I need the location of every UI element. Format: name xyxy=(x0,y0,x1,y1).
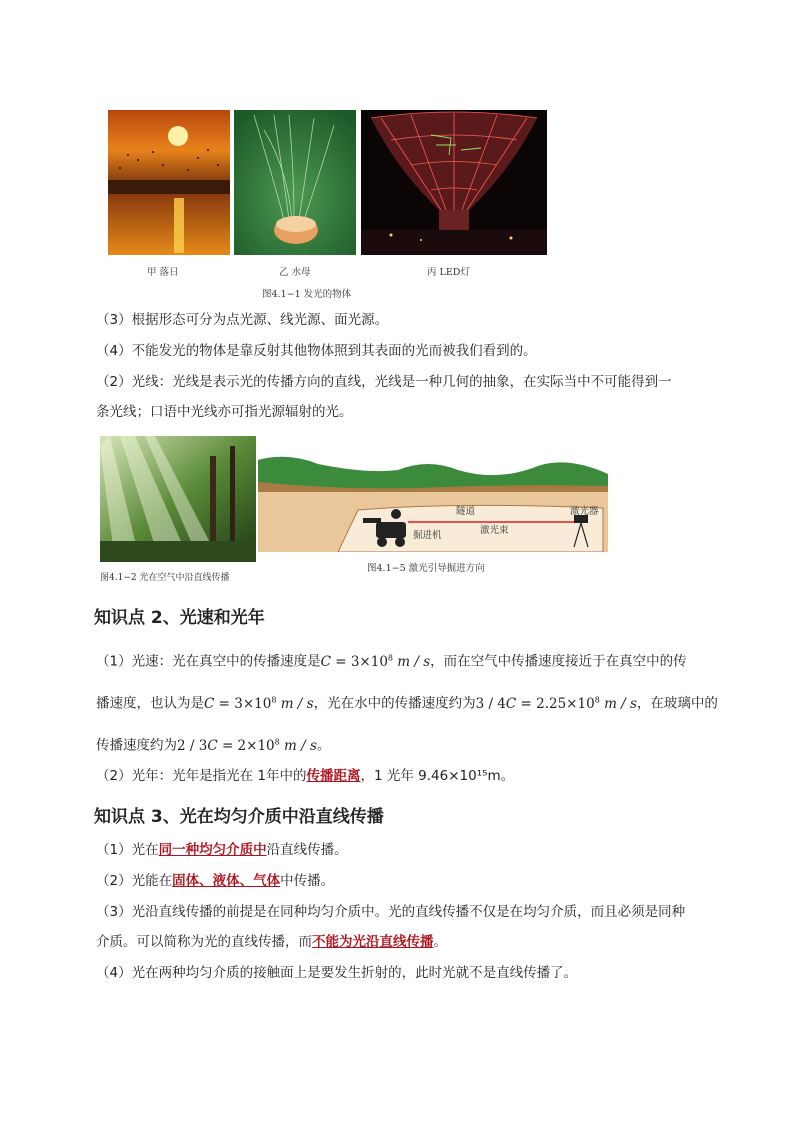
medium-1-highlight: 同一种均匀介质中 xyxy=(158,842,267,858)
speed-text-g: 。 xyxy=(316,737,331,754)
section-title-straight-line: 知识点 3、光在均匀介质中沿直线传播 xyxy=(94,807,384,827)
speed-text-c: 播速度，也认为是 xyxy=(96,695,204,712)
paragraph-medium-1 xyxy=(96,840,348,860)
speed-text-a: （1）光速：光在真空中的传播速度是 xyxy=(96,653,321,670)
paragraph-speed-3 xyxy=(96,732,330,756)
speed-text-f: 传播速度约为 xyxy=(96,737,177,754)
laser-beam-label: 激光束 xyxy=(480,525,509,536)
speed-text-b: ，而在空气中传播速度接近于在真空中的传 xyxy=(430,653,687,670)
medium-1-text-a: （1）光在 xyxy=(96,842,159,858)
medium-1-text-b: 沿直线传播。 xyxy=(266,842,348,858)
figure-label-jellyfish: 乙 水母 xyxy=(279,267,311,278)
laser-device-label: 激光器 xyxy=(570,506,599,517)
tunnel-label: 隧道 xyxy=(456,506,476,517)
figure2-caption-left: 图4.1−2 光在空气中沿直线传播 xyxy=(100,573,230,583)
section-title-speed-of-light: 知识点 2、光速和光年 xyxy=(94,608,265,628)
led-light-image xyxy=(361,110,547,255)
medium-2-text-a: （2）光能在 xyxy=(96,873,173,889)
light-year-text-b: ，1 光年 9.46×10¹⁵m。 xyxy=(360,768,515,784)
figure-label-led: 丙 LED灯 xyxy=(427,267,470,278)
equation-c-vacuum: $C = 3\times 10^8$ m / s xyxy=(320,653,431,670)
paragraph-medium-2 xyxy=(96,871,334,891)
paragraph-medium-3-line1: （3）光沿直线传播的前提是在同种均匀介质中。光的直线传播不仅是在均匀介质，而且必须是同种 xyxy=(96,904,686,920)
equation-c-air: $C = 3\times 10^8$ m / s xyxy=(204,695,314,712)
paragraph-reflection: （4）不能发光的物体是靠反射其他物体照到其表面的光而被我们看到的。 xyxy=(96,343,537,359)
paragraph-light-ray-2: 条光线；口语中光线亦可指光源辐射的光。 xyxy=(96,404,353,420)
jellyfish-image xyxy=(234,110,356,255)
equation-glass: $2 / 3C = 2\times 10^8$ m / s xyxy=(177,737,317,754)
paragraph-light-ray-1: （2）光线：光线是表示光的传播方向的直线，光线是一种几何的抽象，在实际当中不可能得到一 xyxy=(96,374,672,390)
paragraph-speed-2 xyxy=(96,690,718,714)
paragraph-medium-3-line2 xyxy=(96,932,447,952)
speed-text-d: ，光在水中的传播速度约为 xyxy=(313,695,476,712)
tunneling-machine-label: 掘进机 xyxy=(413,530,442,541)
paragraph-light-year xyxy=(96,766,514,786)
paragraph-speed-1 xyxy=(96,648,687,672)
medium-3-text-a: 介质。可以简称为光的直线传播，而 xyxy=(96,934,312,950)
paragraph-medium-4: （4）光在两种均匀介质的接触面上是要发生折射的，此时光就不是直线传播了。 xyxy=(96,965,578,981)
figure-label-sunset: 甲 落日 xyxy=(147,267,179,278)
sunset-image xyxy=(108,110,230,255)
figure1-caption: 图4.1−1 发光的物体 xyxy=(262,289,352,300)
speed-text-e: ，在玻璃中的 xyxy=(636,695,718,712)
paragraph-light-source-shape: （3）根据形态可分为点光源、线光源、面光源。 xyxy=(96,312,389,328)
medium-3-text-b: 。 xyxy=(433,934,447,950)
equation-water: $3 / 4C = 2.25\times 10^8$ m / s xyxy=(475,695,637,712)
light-year-highlight: 传播距离 xyxy=(306,768,361,784)
figure2-caption-right: 图4.1−5 激光引导掘进方向 xyxy=(367,563,485,574)
forest-light-image xyxy=(100,436,256,562)
medium-2-highlight: 固体、液体、气体 xyxy=(172,873,281,889)
light-year-text-a: （2）光年：光年是指光在 1年中的 xyxy=(96,768,307,784)
medium-2-text-b: 中传播。 xyxy=(280,873,335,889)
medium-3-highlight: 不能为光沿直线传播 xyxy=(312,934,434,950)
